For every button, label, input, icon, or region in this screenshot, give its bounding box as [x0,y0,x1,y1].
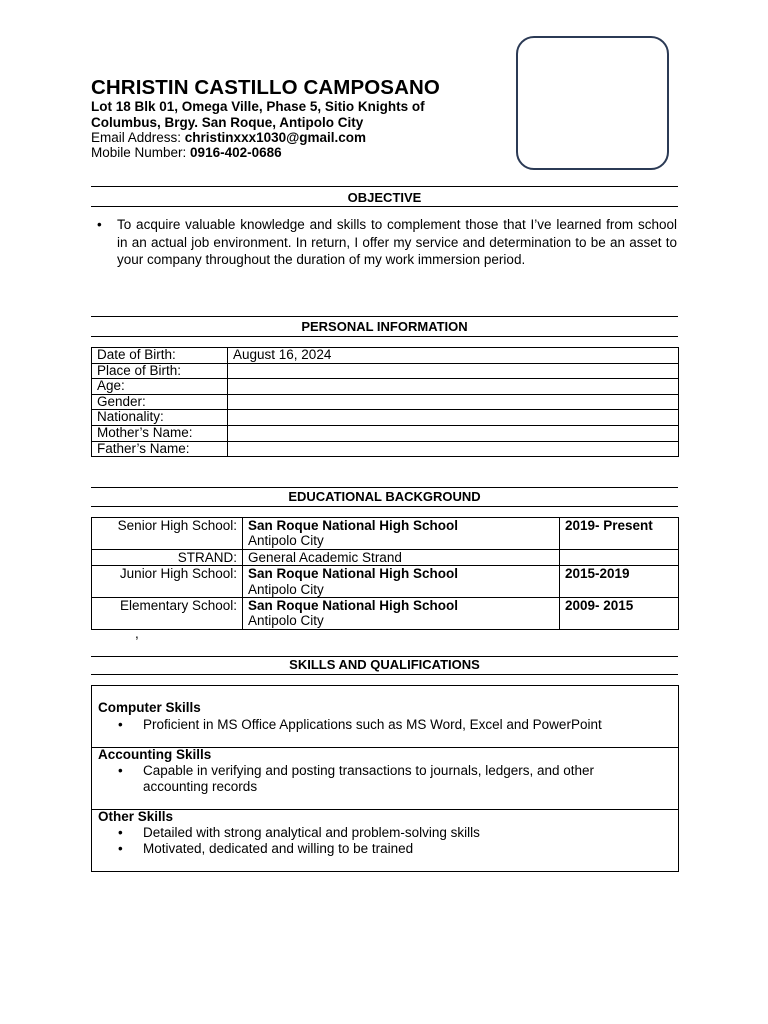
father-name-label: Father’s Name: [92,441,228,457]
dob-value: August 16, 2024 [228,348,679,364]
objective-rule-top [91,186,678,187]
table-row [92,441,679,457]
address-line-1: Lot 18 Blk 01, Omega Ville, Phase 5, Sitio Knights of [91,99,425,114]
strand-years [560,549,679,565]
strand-label: STRAND: [92,549,243,565]
objective-title: OBJECTIVE [347,190,422,205]
senior-high-label: Senior High School: [92,518,243,550]
address-line-2: Columbus, Brgy. San Roque, Antipolo City [91,115,364,130]
table-row [92,410,679,426]
gender-value [228,394,679,410]
mother-name-label: Mother’s Name: [92,425,228,441]
table-row [92,518,679,550]
elementary-years: 2009- 2015 [560,598,679,630]
objective-text: To acquire valuable knowledge and skills to complement those that I’ve learned from school in an actual job environment. In return, I offer my service and determination to be an asset to your company throughout the duration of my work immersion period. [117,217,677,268]
accounting-skill-bullet: • [118,763,123,778]
accounting-skills-heading: Accounting Skills [98,747,212,762]
education-rule-bottom [91,506,678,507]
elementary-school-name: San Roque National High School [248,598,459,614]
personal-info-table [91,347,679,457]
photo-placeholder [516,36,669,170]
mother-name-value [228,425,679,441]
objective-bullet: • [97,217,102,232]
other-skill-item-1: Detailed with strong analytical and problem-solving skills [143,825,480,840]
table-row [92,566,679,598]
computer-skill-bullet: • [118,717,123,732]
accounting-skill-item: Capable in verifying and posting transactions to journals, ledgers, and other accounting records [143,763,595,794]
education-table [91,517,679,630]
other-skills-heading: Other Skills [98,809,174,824]
education-title: EDUCATIONAL BACKGROUND [288,489,481,504]
skills-divider-2 [91,809,679,810]
father-name-value [228,441,679,457]
elementary-label: Elementary School: [92,598,243,630]
education-rule-top [91,487,678,488]
elementary-city: Antipolo City [248,613,324,629]
mobile-label: Mobile Number: [91,145,191,160]
table-row [92,394,679,410]
email-label: Email Address: [91,130,185,145]
elementary-school [243,598,560,630]
table-row [92,348,679,364]
other-skill-bullet-2: • [118,841,123,856]
birthplace-label: Place of Birth: [92,363,228,379]
objective-rule-bottom [91,206,678,207]
email-address: christinxxx1030@gmail.com [184,130,367,145]
dob-label: Date of Birth: [92,348,228,364]
personal-info-title: PERSONAL INFORMATION [301,319,468,334]
senior-high-years: 2019- Present [560,518,679,550]
applicant-name: CHRISTIN CASTILLO CAMPOSANO [91,76,440,99]
junior-high-label: Junior High School: [92,566,243,598]
senior-high-school-name: San Roque National High School [248,518,459,533]
mobile-line [91,145,282,161]
gender-label: Gender: [92,394,228,410]
senior-high-city: Antipolo City [248,533,324,549]
other-skill-item-2: Motivated, dedicated and willing to be trained [143,841,414,856]
junior-high-city: Antipolo City [248,581,324,597]
table-row [92,425,679,441]
junior-high-school-name: San Roque National High School [248,566,459,582]
age-label: Age: [92,379,228,395]
nationality-label: Nationality: [92,410,228,426]
table-row [92,598,679,630]
age-value [228,379,679,395]
personal-rule-top [91,316,678,317]
skills-rule-bottom [91,674,678,675]
birthplace-value [228,363,679,379]
other-skill-bullet-1: • [118,825,123,840]
mobile-number: 0916-402-0686 [190,145,282,160]
strand-value: General Academic Strand [243,549,560,565]
personal-rule-bottom [91,336,678,337]
table-row [92,363,679,379]
computer-skill-item: Proficient in MS Office Applications such as MS Word, Excel and PowerPoint [143,717,602,732]
senior-high-school [243,518,560,550]
nationality-value [228,410,679,426]
junior-high-years: 2015-2019 [560,566,679,598]
junior-high-school [243,566,560,598]
computer-skills-heading: Computer Skills [98,700,201,715]
table-row [92,549,679,565]
stray-comma: , [135,626,139,641]
skills-title: SKILLS AND QUALIFICATIONS [289,657,480,672]
table-row [92,379,679,395]
email-line [91,130,366,146]
